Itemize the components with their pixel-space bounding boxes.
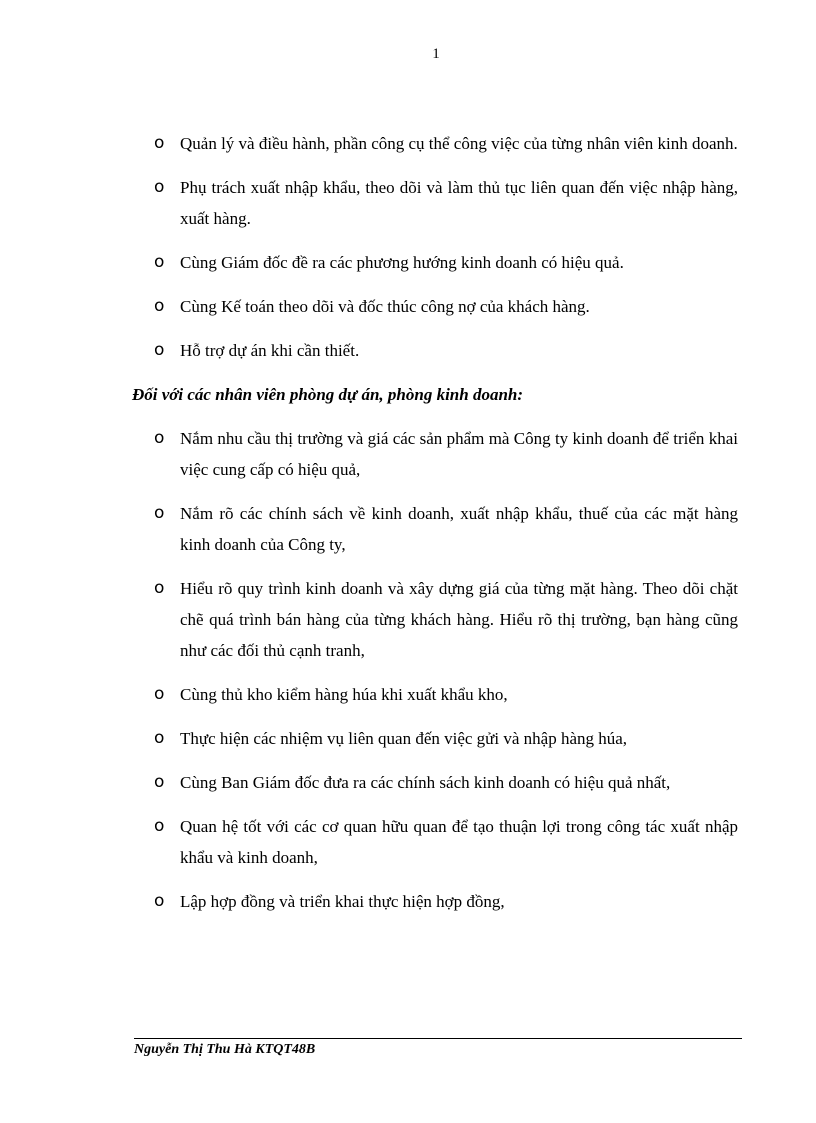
list-item-text: Thực hiện các nhiệm vụ liên quan đến việc gửi và nhập hàng húa,: [180, 729, 628, 748]
list-item: [132, 498, 738, 560]
circle-bullet-icon: o: [154, 816, 165, 836]
list-item: [132, 723, 738, 754]
list-item-text: Cùng thủ kho kiểm hàng húa khi xuất khẩu kho,: [180, 685, 508, 704]
circle-bullet-icon: o: [154, 772, 165, 792]
circle-bullet-icon: o: [154, 177, 165, 197]
list-item: [132, 247, 738, 278]
list-item-text: Hỗ trợ dự án khi cần thiết.: [180, 341, 360, 360]
circle-bullet-icon: o: [154, 684, 165, 704]
list-item-text: Quản lý và điều hành, phần công cụ thể công việc của từng nhân viên kinh doanh.: [180, 134, 738, 153]
circle-bullet-icon: o: [154, 503, 165, 523]
page-number: 1: [432, 46, 440, 62]
circle-bullet-icon: o: [154, 296, 165, 316]
document-body: [132, 128, 738, 930]
list-item: [132, 423, 738, 485]
list-item: [132, 767, 738, 798]
list-item-text: Phụ trách xuất nhập khẩu, theo dõi và làm thủ tục liên quan đến việc nhập hàng, xuất hàng.: [180, 178, 738, 228]
list-item: [132, 811, 738, 873]
list-item-text: Cùng Giám đốc đề ra các phương hướng kinh doanh có hiệu quả.: [180, 253, 624, 272]
list-item-text: Hiểu rõ quy trình kinh doanh và xây dựng giá của từng mặt hàng. Theo dõi chặt chẽ quá trình bán hàng của từng khách hàng. Hiểu rõ thị trường, bạn hàng cũng như các đối thủ cạnh tranh,: [180, 579, 738, 660]
circle-bullet-icon: o: [154, 578, 165, 598]
list-item: [132, 128, 738, 159]
list-item-text: Cùng Ban Giám đốc đưa ra các chính sách kinh doanh có hiệu quả nhất,: [180, 773, 671, 792]
list-item-text: Nắm rõ các chính sách về kinh doanh, xuất nhập khẩu, thuế của các mặt hàng kinh doanh của Công ty,: [180, 504, 738, 554]
list-item: [132, 886, 738, 917]
circle-bullet-icon: o: [154, 428, 165, 448]
circle-bullet-icon: o: [154, 728, 165, 748]
list-item-text: Quan hệ tốt với các cơ quan hữu quan để tạo thuận lợi trong công tác xuất nhập khẩu và kinh doanh,: [180, 817, 738, 867]
list-item-text: Cùng Kế toán theo dõi và đốc thúc công nợ của khách hàng.: [180, 297, 590, 316]
list-item: [132, 573, 738, 666]
responsibilities-list-staff: [132, 423, 738, 917]
circle-bullet-icon: o: [154, 891, 165, 911]
list-item-text: Lập hợp đồng và triển khai thực hiện hợp đồng,: [180, 892, 505, 911]
list-item: [132, 291, 738, 322]
circle-bullet-icon: o: [154, 340, 165, 360]
responsibilities-list-manager: [132, 128, 738, 366]
circle-bullet-icon: o: [154, 133, 165, 153]
footer-divider: [134, 1038, 742, 1039]
list-item: [132, 679, 738, 710]
footer-author: Nguyễn Thị Thu Hà KTQT48B: [134, 1042, 316, 1057]
list-item-text: Nắm nhu cầu thị trường và giá các sản phẩm mà Công ty kinh doanh để triển khai việc cung cấp có hiệu quả,: [180, 429, 738, 479]
list-item: [132, 335, 738, 366]
list-item: [132, 172, 738, 234]
section-heading: Đối với các nhân viên phòng dự án, phòng kinh doanh:: [132, 385, 524, 404]
circle-bullet-icon: o: [154, 252, 165, 272]
